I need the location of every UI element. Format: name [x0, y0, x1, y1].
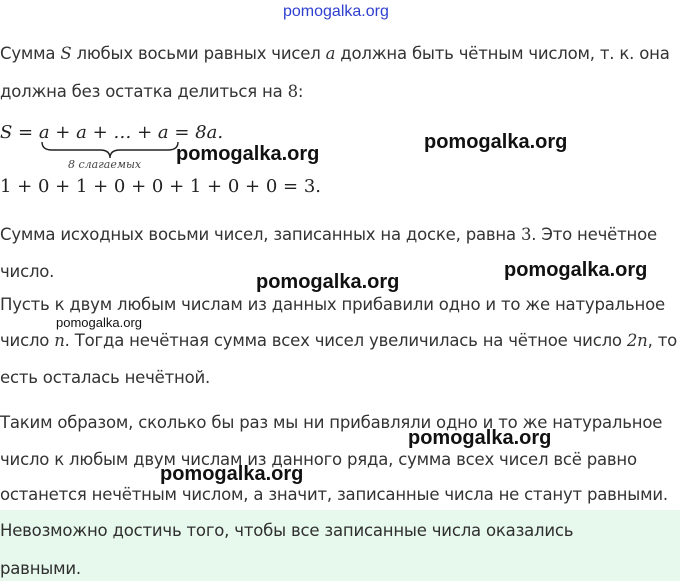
- watermark: pomogalka.org: [56, 315, 142, 330]
- paragraph-4-line-2: число к любым двум числам из данного ряда, сумма всех чисел всё равно: [0, 450, 637, 469]
- paragraph-1-line-1: Сумма S любых восьми равных чисел a должна быть чётным числом, т. к. она: [0, 44, 670, 63]
- watermark: pomogalka.org: [504, 259, 648, 281]
- watermark: pomogalka.org: [160, 463, 304, 485]
- brace-label: 8 слагаемых: [68, 158, 142, 171]
- paragraph-4-line-1: Таким образом, сколько бы раз мы ни прибавляли одно и то же натуральное: [0, 413, 663, 432]
- formula-sum: 1 + 0 + 1 + 0 + 0 + 1 + 0 + 0 = 3.: [0, 176, 321, 197]
- watermark: pomogalka.org: [408, 427, 552, 449]
- watermark: pomogalka.org: [176, 143, 320, 165]
- answer-line-1: Невозможно достичь того, чтобы все записанные числа оказались: [0, 521, 574, 540]
- paragraph-3-line-1: Пусть к двум любым числам из данных прибавили одно и то же натуральное: [0, 295, 665, 314]
- paragraph-2-line-2: число.: [0, 262, 55, 281]
- answer-box: [0, 510, 680, 581]
- paragraph-4-line-3: останется нечётным числом, а значит, записанные числа не станут равными.: [0, 485, 668, 504]
- watermark: pomogalka.org: [256, 271, 400, 293]
- paragraph-1-line-2: должна без остатка делиться на 8:: [0, 82, 304, 101]
- answer-line-2: равными.: [0, 559, 81, 578]
- paragraph-3-line-3: есть осталась нечётной.: [0, 368, 211, 387]
- watermark: pomogalka.org: [424, 131, 568, 153]
- paragraph-2-line-1: Сумма исходных восьми чисел, записанных на доске, равна 3. Это нечётное: [0, 225, 657, 244]
- paragraph-3-line-2: число n. Тогда нечётная сумма всех чисел увеличилась на чётное число 2n, то: [0, 331, 678, 350]
- watermark-top: pomogalka.org: [283, 3, 389, 20]
- formula-main: S = a + a + … + a = 8a.: [0, 122, 224, 143]
